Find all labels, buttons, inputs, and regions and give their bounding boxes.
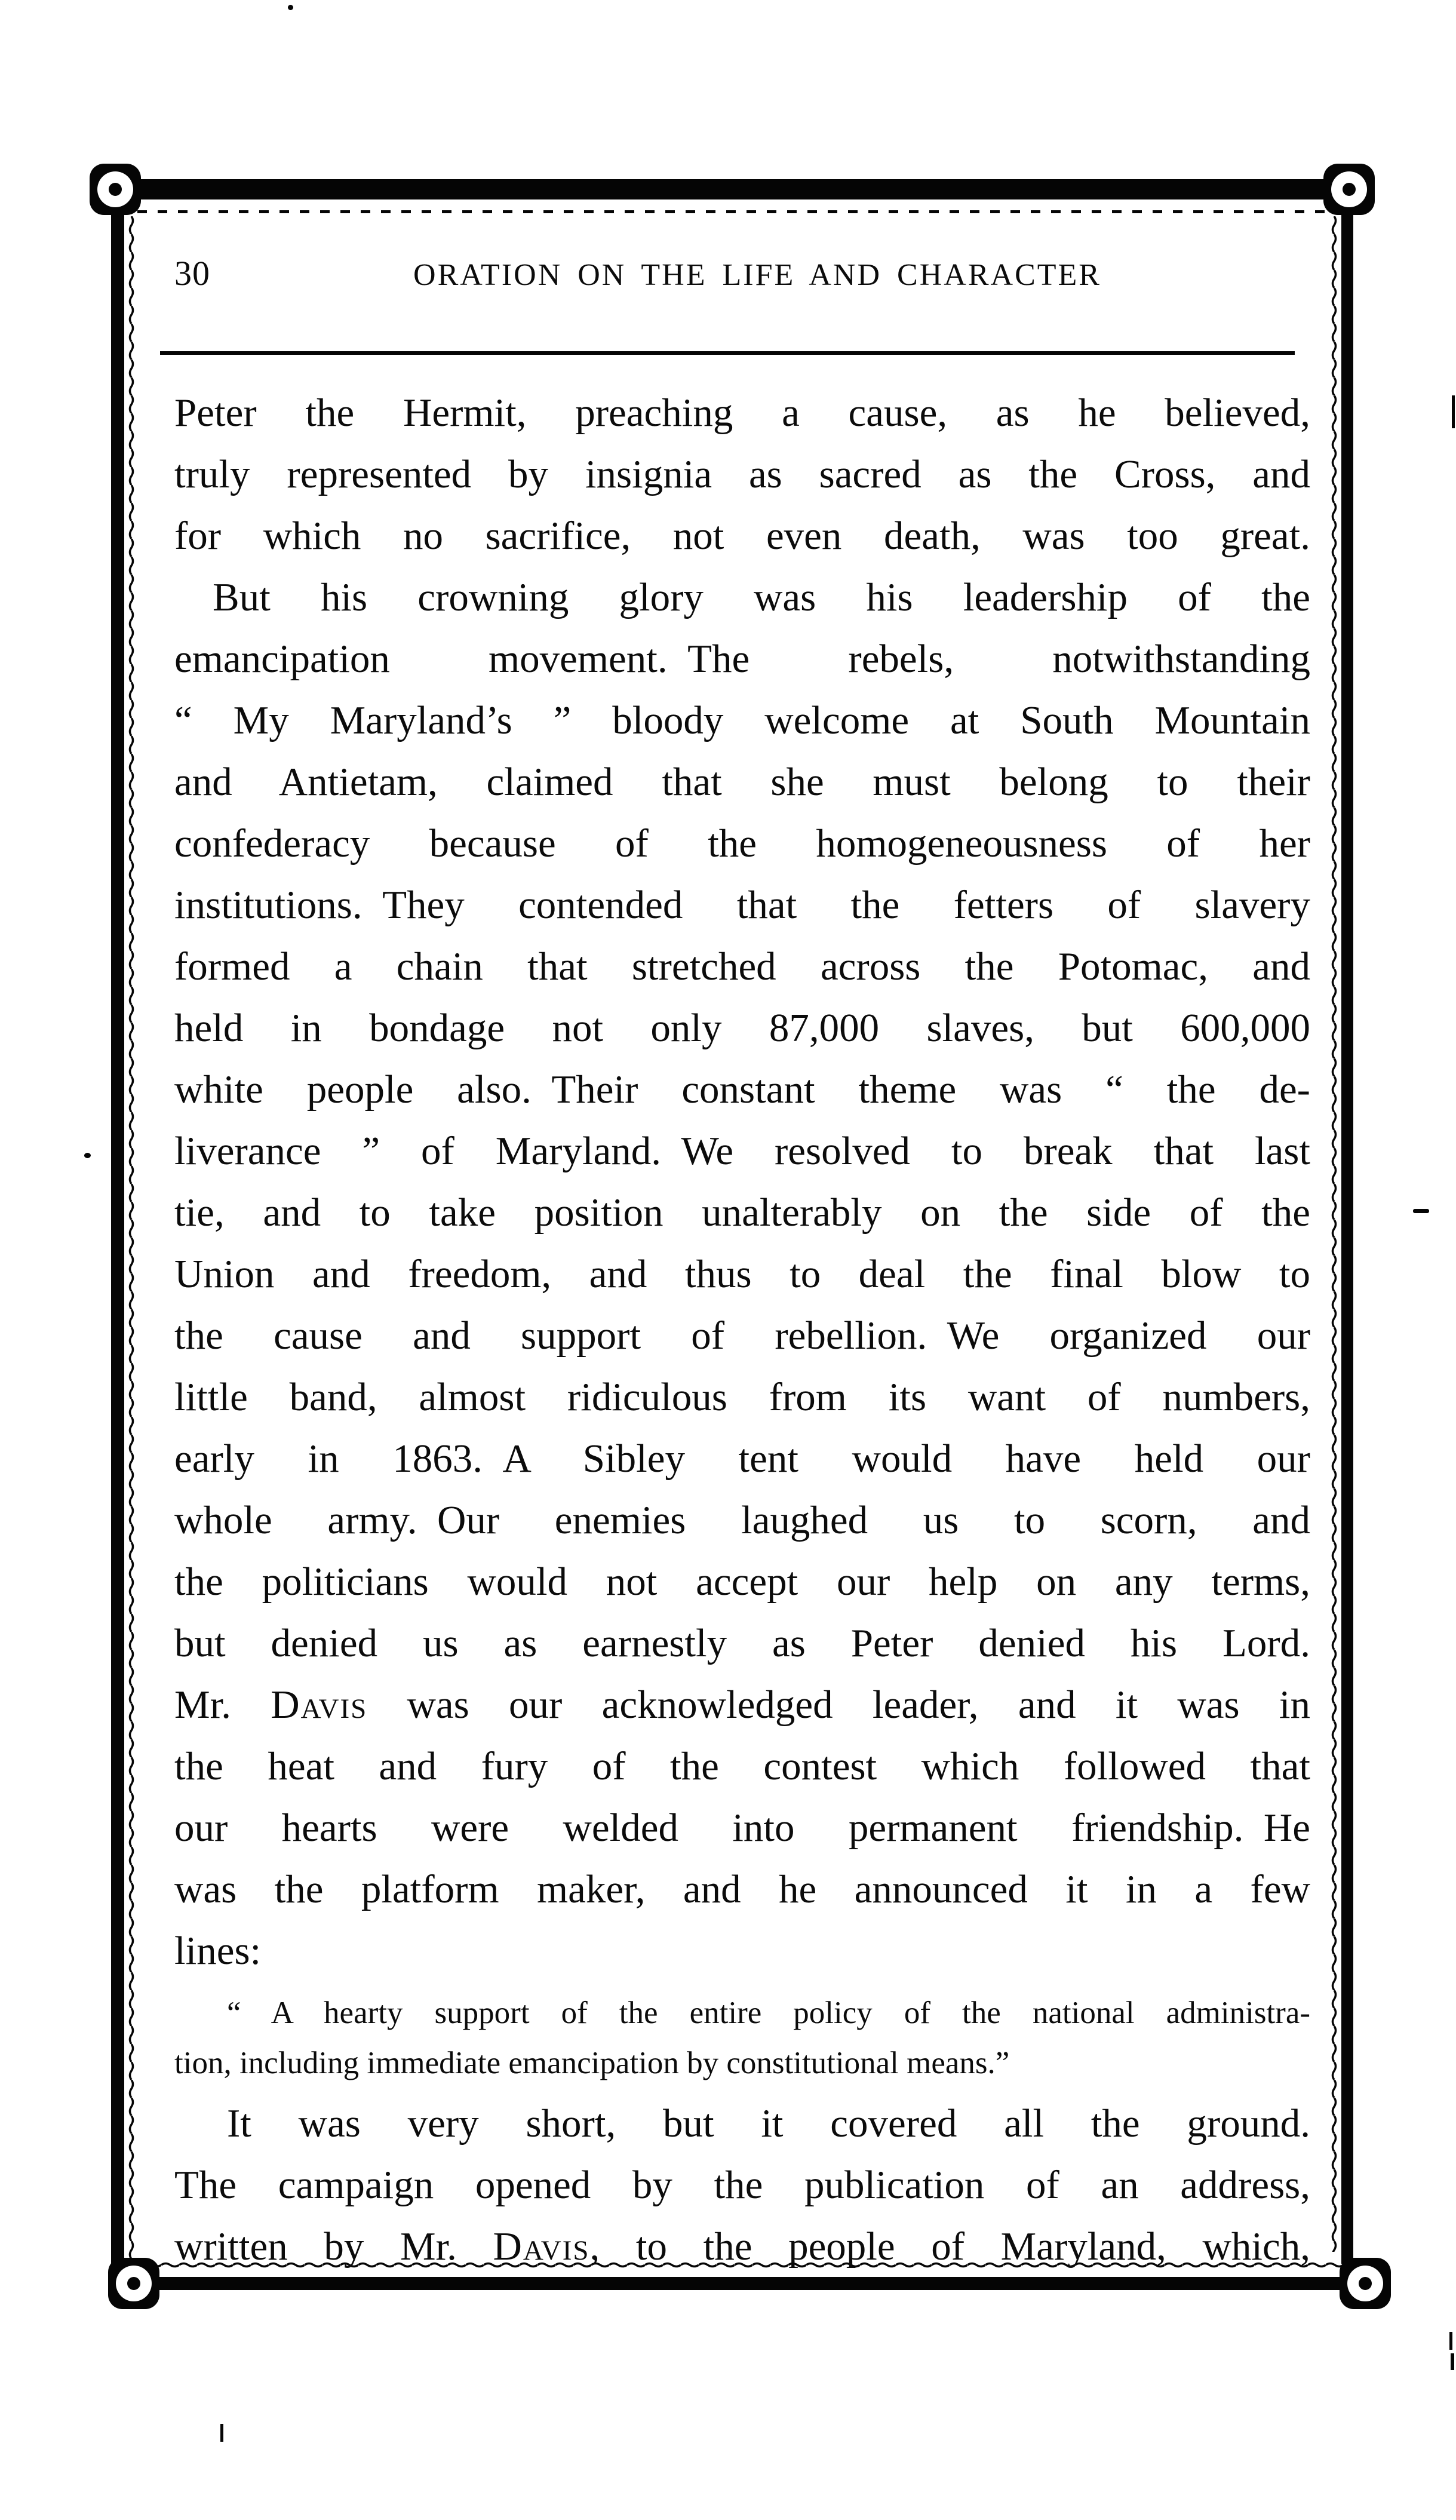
scan-speck xyxy=(1413,1209,1429,1213)
text-line: Peter the Hermit, preaching a cause, as he believed, xyxy=(174,391,1310,435)
frame-top-bar xyxy=(117,179,1351,199)
page-number: 30 xyxy=(174,254,210,293)
text-line: emancipation movement. The rebels, notwithstanding xyxy=(174,637,1310,681)
header-rule xyxy=(160,351,1295,355)
text-line: was the platform maker, and he announced it in a few xyxy=(174,1867,1310,1911)
scan-speck xyxy=(1451,2353,1454,2370)
corner-grommet-icon xyxy=(1323,164,1375,215)
text-line: But his crowning glory was his leadership of the xyxy=(213,575,1310,619)
frame-top-dashed-line xyxy=(137,210,1338,213)
scan-speck xyxy=(1452,395,1455,428)
text-line: the politicians would not accept our help on any terms, xyxy=(174,1560,1310,1604)
text-line: and Antietam, claimed that she must belong to their xyxy=(174,760,1310,804)
text-line: Mr. Davis was our acknowledged leader, and it was in xyxy=(174,1683,1310,1727)
text-line: The campaign opened by the publication of an address, xyxy=(174,2163,1310,2207)
text-line: lines: xyxy=(174,1929,262,1973)
text-line: white people also. Their constant theme was “ the de- xyxy=(174,1067,1310,1112)
text-line: the cause and support of rebellion. We organized our xyxy=(174,1313,1310,1358)
text-line: whole army. Our enemies laughed us to scorn, and xyxy=(174,1498,1310,1542)
scan-speck xyxy=(288,5,293,10)
small-caps-name: Davis xyxy=(271,1683,368,1727)
frame-right-wavy-line xyxy=(1331,216,1338,2252)
small-caps-name: Davis xyxy=(493,2224,590,2269)
running-title: ORATION ON THE LIFE AND CHARACTER xyxy=(413,258,1101,292)
text-line: confederacy because of the homogeneousness of her xyxy=(174,821,1310,865)
frame-left-wavy-line xyxy=(128,216,135,2265)
text-line: tion, including immediate emancipation by constitutional means.” xyxy=(174,2046,1010,2080)
text-line: but denied us as earnestly as Peter denied his Lord. xyxy=(174,1621,1310,1665)
body-text xyxy=(174,382,1310,2277)
text-line: Union and freedom, and thus to deal the final blow to xyxy=(174,1252,1310,1296)
corner-grommet-icon xyxy=(1340,2258,1391,2309)
text-line: liverance ” of Maryland. We resolved to break that last xyxy=(174,1129,1310,1173)
text-line: formed a chain that stretched across the Potomac, and xyxy=(174,944,1310,989)
text-line: for which no sacrifice, not even death, was too great. xyxy=(174,514,1310,558)
frame-left-bar xyxy=(111,190,124,2283)
scan-speck xyxy=(1449,2332,1452,2350)
frame-bottom-bar xyxy=(139,2277,1357,2290)
text-line: held in bondage not only 87,000 slaves, but 600,000 xyxy=(174,1006,1310,1050)
text-line: truly represented by insignia as sacred as the Cross, and xyxy=(174,452,1310,496)
text-line: “ My Maryland’s ” bloody welcome at South Mountain xyxy=(174,698,1310,742)
frame-right-bar xyxy=(1341,190,1353,2264)
text-line: our hearts were welded into permanent friendship. He xyxy=(174,1806,1310,1850)
text-line: little band, almost ridiculous from its want of numbers, xyxy=(174,1375,1310,1419)
text-line: early in 1863. A Sibley tent would have held our xyxy=(174,1437,1310,1481)
text-line: written by Mr. Davis, to the people of Maryland, which, xyxy=(174,2224,1310,2269)
text-line: tie, and to take position unalterably on the side of the xyxy=(174,1190,1310,1235)
scan-speck xyxy=(220,2424,223,2442)
corner-grommet-icon xyxy=(108,2258,159,2309)
running-head xyxy=(174,253,1310,293)
scan-speck xyxy=(84,1153,91,1158)
text-line: the heat and fury of the contest which followed that xyxy=(174,1744,1310,1788)
corner-grommet-icon xyxy=(90,164,141,215)
text-line: institutions. They contended that the fetters of slavery xyxy=(174,883,1310,927)
text-line: “ A hearty support of the entire policy of the national administra- xyxy=(227,1996,1310,2030)
text-line: It was very short, but it covered all the ground. xyxy=(227,2101,1310,2145)
